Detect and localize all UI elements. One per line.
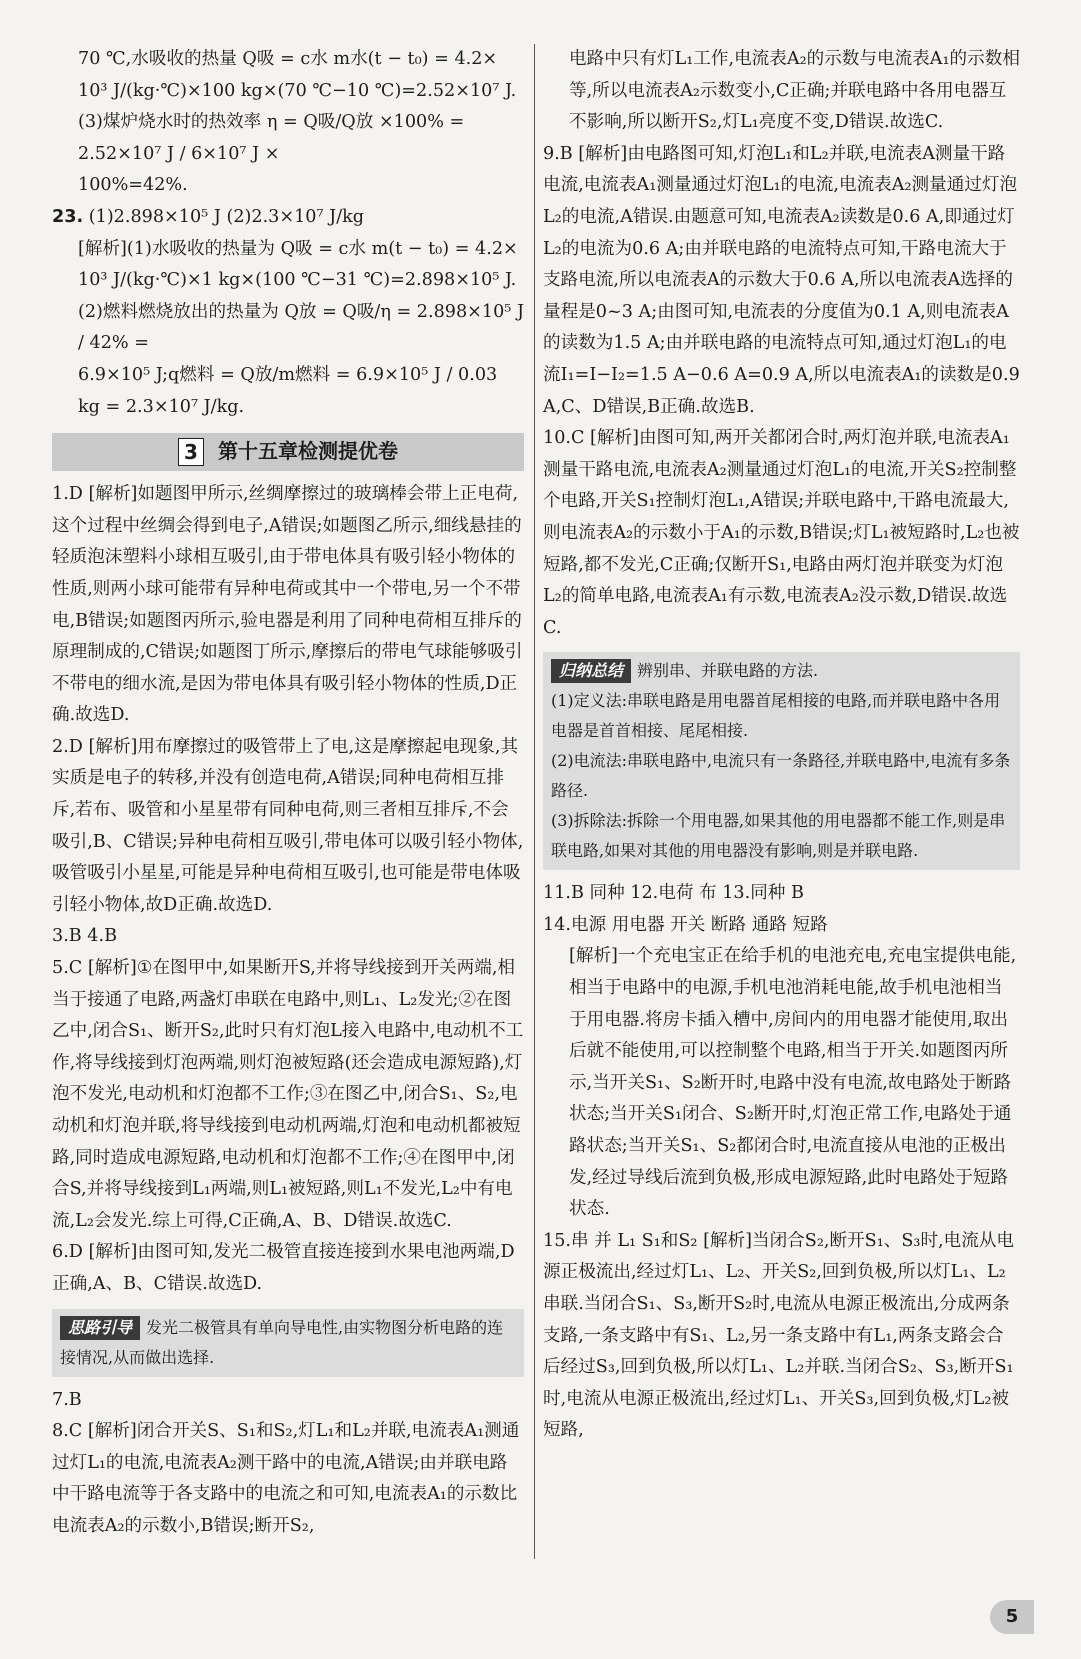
question-2: 2.D [解析]用布摩擦过的吸管带上了电,这是摩擦起电现象,其实质是电子的转移,并没有创造电荷,A错误;同种电荷相互排斥,若布、吸管和小星星带有同种电荷,则三者相互排斥,不会吸引,B、C错误;异种电荷相互吸引,带电体可以吸引轻小物体,吸管吸引小星星,可能是异种电荷相互吸引,也可能是带电体吸引轻小物体,故D正确.故选D. — [52, 736, 524, 915]
question-number: 23. — [52, 206, 84, 227]
question-14: 14.电源 用电器 开关 断路 通路 短路 — [543, 914, 828, 935]
column-divider — [534, 44, 535, 1559]
tip-text: 发光二极管具有单向导电性,由实物图分析电路的连接情况,从而做出选择. — [60, 1317, 504, 1367]
tip-tag: 归纳总结 — [551, 659, 631, 683]
section-number: 3 — [178, 438, 204, 466]
right-column — [543, 44, 1020, 1447]
question-5: 5.C [解析]①在图甲中,如果断开S,并将导线接到开关两端,相当于接通了电路,两盏灯串联在电路中,则L₁、L₂发光;②在图乙中,闭合S₁、断开S₂,此时只有灯泡L接入电路中,电动机不工作,将导线接到灯泡两端,则灯泡被短路(还会造成电源短路),灯泡不发光,电动机和灯泡都不工作;③在图乙中,闭合S₁、S₂,电动机和灯泡并联,将导线接到电动机两端,灯泡和电动机都被短路,同时造成电源短路,电动机和灯泡都不工作;④在图甲中,闭合S,并将导线接到L₁两端,则L₁被短路,则L₁不发光,L₂中有电流,L₂会发光.综上可得,C正确,A、B、D错误.故选C. — [52, 958, 524, 1231]
solution-line: (2)燃料燃烧放出的热量为 Q放 = Q吸/η = 2.898×10⁵ J / 42% = — [78, 301, 525, 354]
page-number: 5 — [990, 1600, 1034, 1634]
question-9: 9.B [解析]由电路图可知,灯泡L₁和L₂并联,电流表A测量干路电流,电流表A₁测量通过灯泡L₁的电流,电流表A₂测量通过灯泡L₂的电流,A错误.由题意可知,电流表A₂读数是0.6 A,即通过灯L₂的电流为0.6 A;由并联电路的电流特点可知,干路电流大于支路电流,所以电流表A的示数大于0.6 A,所以电流表A选择的量程是0~3 A;由图可知,电流表的分度值为0.1 A,则电流表A的读数为1.5 A;由并联电路的电流特点可知,通过灯泡L₁的电流I₁=I−I₂=1.5 A−0.6 A=0.9 A,所以电流表A₁的读数是0.9 A,C、D错误,B正确.故选B. — [543, 143, 1020, 417]
tip-box-summary — [543, 652, 1020, 870]
question-10: 10.C [解析]由图可知,两开关都闭合时,两灯泡并联,电流表A₁测量干路电流,电流表A₂测量通过灯泡L₁的电流,开关S₂控制整个电路,开关S₁控制灯泡L₁,A错误;并联电路中,干路电流最大,则电流表A₂的示数小于A₁的示数,B错误;灯L₁被短路时,L₂也被短路,都不发光,C正确;仅断开S₁,电路由两灯泡并联变为灯泡L₂的简单电路,电流表A₁有示数,电流表A₂没示数,D错误.故选C. — [543, 428, 1020, 638]
solution-line: 10³ J/(kg·℃)×1 kg×(100 ℃−31 ℃)=2.898×10⁵ J. — [78, 270, 517, 291]
question-3-4: 3.B 4.B — [52, 926, 118, 947]
left-column — [52, 44, 524, 1543]
solution-line: 70 ℃,水吸收的热量 Q吸 = c水 m水(t − t₀) = 4.2× — [78, 49, 498, 69]
question-8: 8.C [解析]闭合开关S、S₁和S₂,灯L₁和L₂并联,电流表A₁测通过灯L₁的电流,电流表A₂测干路中的电流,A错误;由并联电路中干路电流等于各支路中的电流之和可知,电流表A₁的示数比电流表A₂的示数小,B错误;断开S₂, — [52, 1421, 520, 1536]
question-15: 15.串 并 L₁ S₁和S₂ [解析]当闭合S₂,断开S₁、S₃时,电流从电源正极流出,经过灯L₁、L₂、开关S₂,回到负极,所以灯L₁、L₂串联.当闭合S₁、S₃,断开S₂时,电流从电源正极流出,分成两条支路,一条支路中有S₁、L₂,另一条支路中有L₁,两条支路会合后经过S₃,回到负极,所以灯L₁、L₂并联.当闭合S₂、S₃,断开S₁时,电流从电源正极流出,经过灯L₁、开关S₃,回到负极,灯L₂被短路, — [543, 1230, 1015, 1441]
section-banner — [52, 433, 524, 471]
solution-continued: 电路中只有灯L₁工作,电流表A₂的示数与电流表A₁的示数相等,所以电流表A₂示数变小,C正确;并联电路中各用电器互不影响,所以断开S₂,灯L₁亮度不变,D错误.故选C. — [569, 49, 1020, 133]
solution-line: 6.9×10⁵ J;q燃料 = Q放/m燃料 = 6.9×10⁵ J / 0.03 kg = 2.3×10⁷ J/kg. — [78, 364, 498, 417]
solution-line: 10³ J/(kg·℃)×100 kg×(70 ℃−10 ℃)=2.52×10⁷ J. — [78, 80, 517, 101]
tip-text: 辨别串、并联电路的方法. — [637, 661, 819, 681]
tip-text: (2)电流法:串联电路中,电流只有一条路径,并联电路中,电流有多条路径. — [551, 751, 1011, 801]
question-11-13: 11.B 同种 12.电荷 布 13.同种 B — [543, 883, 804, 904]
section-title: 第十五章检测提优卷 — [218, 439, 398, 464]
answer-text: (1)2.898×10⁵ J (2)2.3×10⁷ J/kg — [88, 206, 365, 227]
solution-line: [解析]一个充电宝正在给手机的电池充电,充电宝提供电能,相当于电路中的电源,手机电池消耗电能,故手机电池相当于用电器.将房卡插入槽中,房间内的用电器才能使用,取出后就不能使用,可以控制整个电路,相当于开关.如题图丙所示,当开关S₁、S₂断开时,电路中没有电流,故电路处于断路状态;当开关S₁闭合、S₂断开时,灯泡正常工作,电路处于通路状态;当开关S₁、S₂都闭合时,电流直接从电池的正极出发,经过导线后流到负极,形成电源短路,此时电路处于短路状态. — [569, 946, 1017, 1220]
solution-line: 100%=42%. — [78, 175, 188, 196]
solution-line: [解析](1)水吸收的热量为 Q吸 = c水 m(t − t₀) = 4.2× — [78, 238, 518, 259]
tip-box-thinking — [52, 1309, 524, 1377]
question-6: 6.D [解析]由图可知,发光二极管直接连接到水果电池两端,D正确,A、B、C错误.故选D. — [52, 1242, 515, 1294]
question-23-answer — [52, 202, 524, 234]
solution-line: (3)煤炉烧水时的热效率 η = Q吸/Q放 ×100% = 2.52×10⁷ J / 6×10⁷ J × — [78, 112, 465, 164]
question-1: 1.D [解析]如题图甲所示,丝绸摩擦过的玻璃棒会带上正电荷,这个过程中丝绸会得到电子,A错误;如题图乙所示,细线悬挂的轻质泡沫塑料小球相互吸引,由于带电体具有吸引轻小物体的性质,则两小球可能带有异种电荷或其中一个带电,另一个不带电,B错误;如题图丙所示,验电器是利用了同种电荷相互排斥的原理制成的,C错误;如题图丁所示,摩擦后的带电气球能够吸引不带电的细水流,是因为带电体具有吸引轻小物体的性质,D正确.故选D. — [52, 484, 523, 726]
question-7: 7.B — [52, 1389, 82, 1410]
tip-text: (3)拆除法:拆除一个用电器,如果其他的用电器都不能工作,则是串联电路,如果对其他的用电器没有影响,则是并联电路. — [551, 811, 1006, 861]
tip-tag: 思路引导 — [60, 1316, 140, 1340]
tip-text: (1)定义法:串联电路是用电器首尾相接的电路,而并联电路中各用电器是首首相接、尾尾相接. — [551, 691, 1001, 741]
